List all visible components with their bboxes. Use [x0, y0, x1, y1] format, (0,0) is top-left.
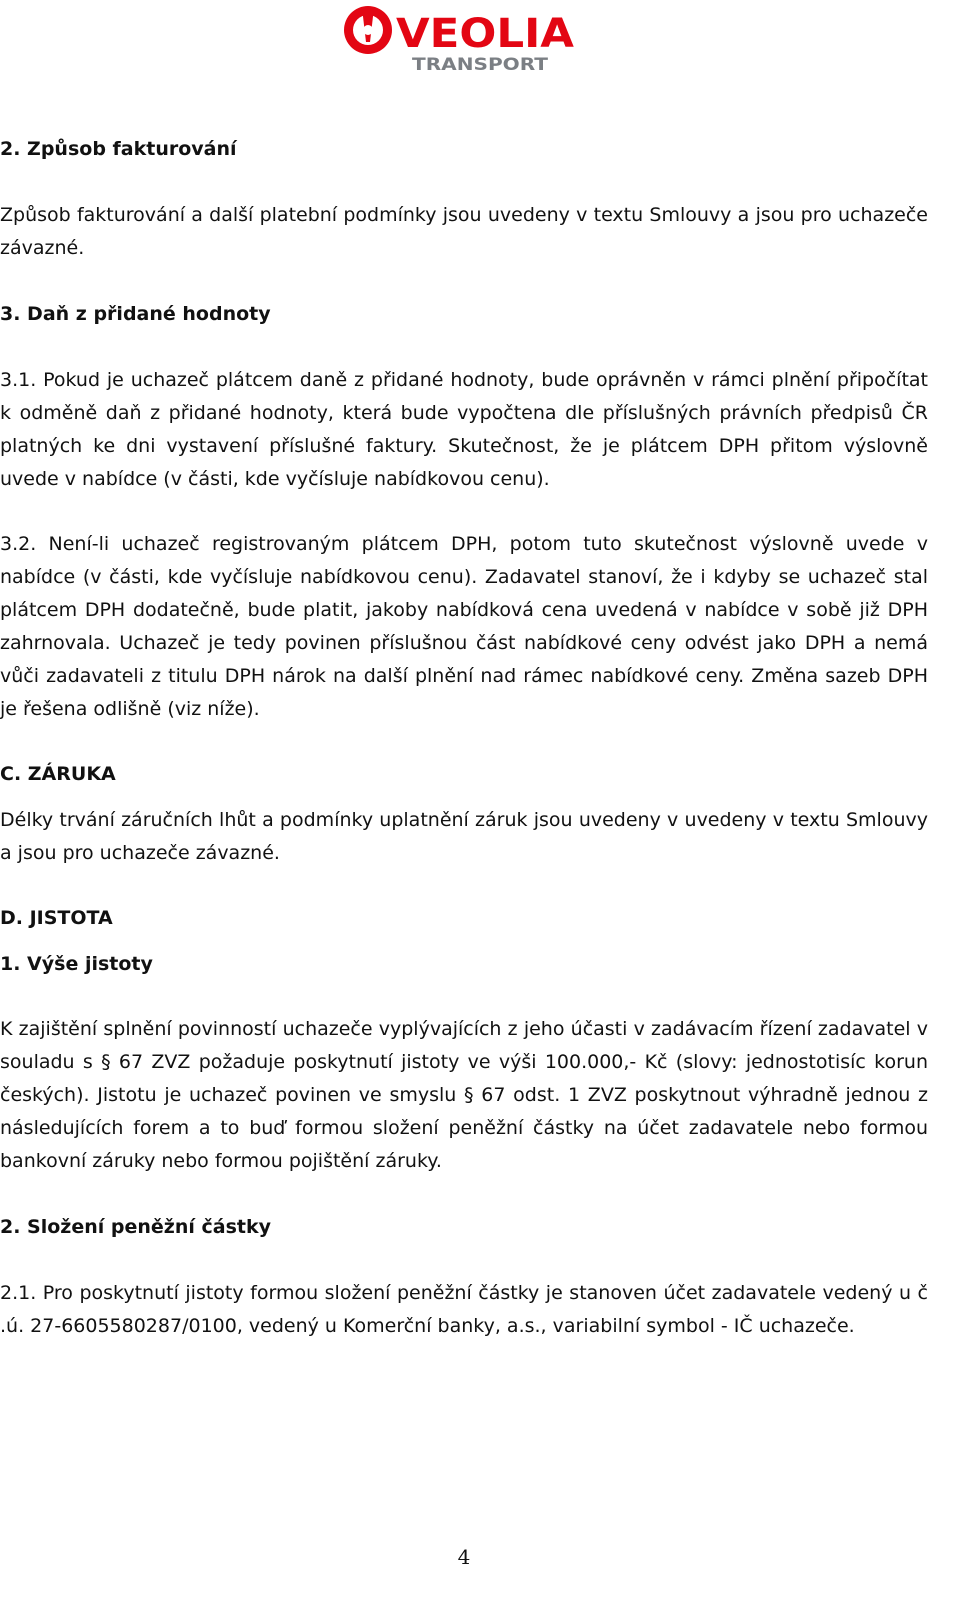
section-3-2-paragraph: 3.2. Není-li uchazeč registrovaným plátcem DPH, potom tuto skutečnost výslovně uvede v nabídce (v části, kde vyčísluje nabídkovou cenu). Zadavatel stanoví, že i kdyby se uchazeč stal plátcem DPH dodatečně, bude platit, jakoby nabídková cena uvedená v nabídce v sobě již DPH zahrnovala. Uchazeč je tedy povinen příslušnou část nabídkové ceny odvést jako DPH a nemá vůči zadavateli z titulu DPH nárok na další plnění nad rámec nabídkové ceny. Změna sazeb DPH je řešena odlišně (viz níže).: [0, 533, 928, 720]
section-2-paragraph: Způsob fakturování a další platební podmínky jsou uvedeny v textu Smlouvy a jsou pro uchazeče závazné.: [0, 204, 928, 259]
logo-sub-text: TRANSPORT: [412, 55, 549, 75]
veolia-emblem-icon: [344, 6, 392, 54]
section-d2-1-paragraph: 2.1. Pro poskytnutí jistoty formou složení peněžní částky je stanoven účet zadavatele vedený u č .ú. 27-6605580287/0100, vedený u Komerční banky, a.s., variabilní symbol - IČ uchazeče.: [0, 1282, 928, 1337]
section-3-1-paragraph: 3.1. Pokud je uchazeč plátcem daně z přidané hodnoty, bude oprávněn v rámci plnění připočítat k odměně daň z přidané hodnoty, která bude vypočtena dle příslušných právních předpisů ČR platných ke dni vystavení příslušné faktury. Skutečnost, že je plátcem DPH přitom výslovně uvede v nabídce (v části, kde vyčísluje nabídkovou cenu).: [0, 369, 928, 490]
section-d-heading: D. JISTOTA: [0, 907, 113, 929]
section-d2-heading: 2. Složení peněžní částky: [0, 1216, 272, 1238]
section-c-heading: C. ZÁRUKA: [0, 763, 116, 785]
page-number: 4: [457, 1545, 471, 1569]
veolia-transport-logo: [340, 0, 580, 80]
section-2-heading: 2. Způsob fakturování: [0, 138, 237, 160]
section-d1-heading: 1. Výše jistoty: [0, 953, 153, 975]
section-d1-paragraph: K zajištění splnění povinností uchazeče vyplývajících z jeho účasti v zadávacím řízení zadavatel v souladu s § 67 ZVZ požaduje poskytnutí jistoty ve výši 100.000,- Kč (slovy: jednostotisíc korun českých). Jistotu je uchazeč povinen ve smyslu § 67 odst. 1 ZVZ poskytnout výhradně jednou z následujících forem a to buď formou složení peněžní částky na účet zadavatele nebo formou bankovní záruky nebo formou pojištění záruky.: [0, 1018, 928, 1172]
logo-brand-text: VEOLIA: [396, 11, 575, 57]
section-c-paragraph: Délky trvání záručních lhůt a podmínky uplatnění záruk jsou uvedeny v uvedeny v textu Smlouvy a jsou pro uchazeče závazné.: [0, 809, 928, 864]
section-3-heading: 3. Daň z přidané hodnoty: [0, 303, 271, 325]
